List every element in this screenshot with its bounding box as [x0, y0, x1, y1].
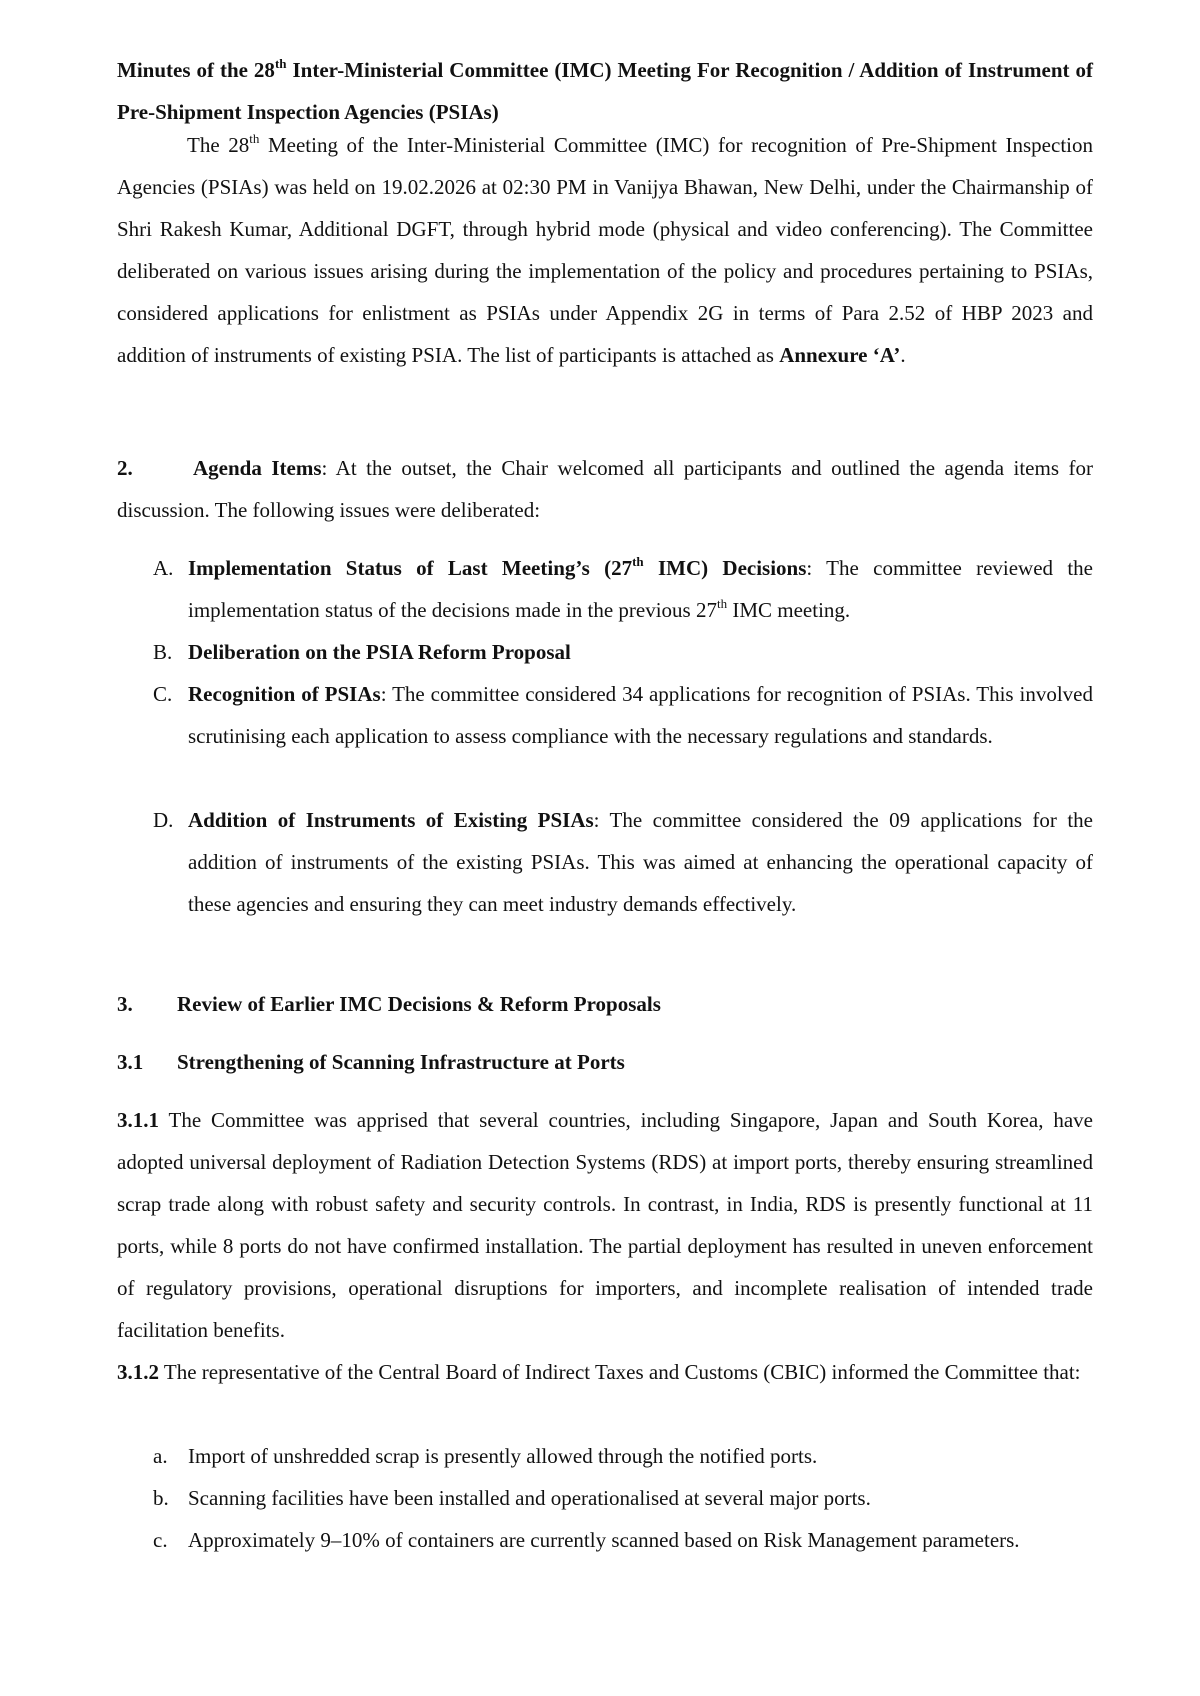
cbic-point-a [117, 1435, 1093, 1477]
section-3-title: Review of Earlier IMC Decisions & Reform Proposals [177, 992, 661, 1016]
point-text: Scanning facilities have been installed and operationalised at several major ports. [188, 1486, 871, 1510]
section-3-1-number: 3.1 [117, 1050, 144, 1074]
agenda-text: : The committee considered 34 applications for recognition of PSIAs. This involved scrutinising each application to assess compliance with the necessary regulations and standards. [188, 682, 1093, 748]
agenda-item-d [117, 799, 1093, 925]
agenda-title-superscript: th [632, 554, 644, 569]
intro-superscript: th [249, 131, 260, 146]
title-text-1: Minutes of the 28 [117, 58, 275, 82]
agenda-marker: C. [153, 682, 173, 706]
section-3-heading [117, 983, 1093, 1025]
section-2-number: 2. [117, 456, 133, 480]
section-3-1-title: Strengthening of Scanning Infrastructure at Ports [177, 1050, 625, 1074]
agenda-text-2: IMC meeting. [727, 598, 851, 622]
agenda-text: : The committee considered the 09 applications for the addition of instruments of the existing PSIAs. This was aimed at enhancing the operational capacity of these agencies and ensuring they can meet industry demands effectively. [188, 808, 1093, 916]
paragraph-3-1-1-number: 3.1.1 [117, 1108, 159, 1132]
intro-text-1: The 28 [187, 133, 250, 157]
agenda-title: Recognition of PSIAs [188, 682, 381, 706]
cbic-point-b [117, 1477, 1093, 1519]
paragraph-3-1-1 [117, 1099, 1093, 1351]
point-marker: b. [153, 1486, 169, 1510]
document-title [117, 49, 1093, 133]
section-2-paragraph [117, 447, 1093, 531]
point-marker: a. [153, 1444, 168, 1468]
agenda-title-1: Implementation Status of Last Meeting’s (27 [188, 556, 633, 580]
agenda-marker: A. [153, 556, 174, 580]
intro-paragraph [117, 124, 1093, 376]
intro-text-2: Meeting of the Inter-Ministerial Committee (IMC) for recognition of Pre-Shipment Inspection Agencies (PSIAs) was held on 19.02.2026 at 02:30 PM in Vanijya Bhawan, New Delhi, under the Chairmanship of Shri Rakesh Kumar, Additional DGFT, through hybrid mode (physical and video conferencing). The Committee deliberated on various issues arising during the implementation of the policy and procedures pertaining to PSIAs, considered applications for enlistment as PSIAs under Appendix 2G in terms of Para 2.52 of HBP 2023 and addition of instruments of existing PSIA. The list of participants is attached as [117, 133, 1093, 367]
agenda-text-superscript: th [716, 596, 728, 611]
point-text: Approximately 9–10% of containers are currently scanned based on Risk Management parameters. [188, 1528, 1020, 1552]
section-2-text: : At the outset, the Chair welcomed all participants and outlined the agenda items for discussion. The following issues were deliberated: [117, 456, 1093, 522]
title-superscript: th [274, 56, 287, 71]
paragraph-3-1-2-number: 3.1.2 [117, 1360, 159, 1384]
point-marker: c. [153, 1528, 168, 1552]
section-3-1-heading [117, 1041, 1093, 1083]
agenda-title-2: IMC) Decisions [643, 556, 807, 580]
paragraph-3-1-2 [117, 1351, 1093, 1393]
annexure-reference: Annexure ‘A’ [779, 343, 901, 367]
agenda-item-a [117, 547, 1093, 631]
point-text: Import of unshredded scrap is presently allowed through the notified ports. [188, 1444, 818, 1468]
section-3-number: 3. [117, 992, 133, 1016]
agenda-title: Addition of Instruments of Existing PSIAs [188, 808, 594, 832]
paragraph-3-1-1-text: The Committee was apprised that several countries, including Singapore, Japan and South Korea, have adopted universal deployment of Radiation Detection Systems (RDS) at import ports, thereby ensuring streamlined scrap trade along with robust safety and security controls. In contrast, in India, RDS is presently functional at 11 ports, while 8 ports do not have confirmed installation. The partial deployment has resulted in uneven enforcement of regulatory provisions, operational disruptions for importers, and incomplete realisation of intended trade facilitation benefits. [117, 1108, 1093, 1342]
agenda-title: Deliberation on the PSIA Reform Proposal [188, 640, 571, 664]
section-2-label: Agenda Items [193, 456, 322, 480]
intro-end: . [900, 343, 906, 367]
agenda-marker: D. [153, 808, 174, 832]
agenda-item-c [117, 673, 1093, 757]
cbic-point-c [117, 1519, 1093, 1561]
agenda-marker: B. [153, 640, 173, 664]
paragraph-3-1-2-text: The representative of the Central Board of Indirect Taxes and Customs (CBIC) informed the Committee that: [159, 1360, 1081, 1384]
agenda-text-1: : The committee reviewed the implementation status of the decisions made in the previous 27 [188, 556, 1094, 622]
agenda-item-b [117, 631, 1093, 673]
title-text-2: Inter-Ministerial Committee (IMC) Meeting For Recognition / Addition of Instrument of Pre-Shipment Inspection Agencies (PSIAs) [117, 58, 1093, 124]
